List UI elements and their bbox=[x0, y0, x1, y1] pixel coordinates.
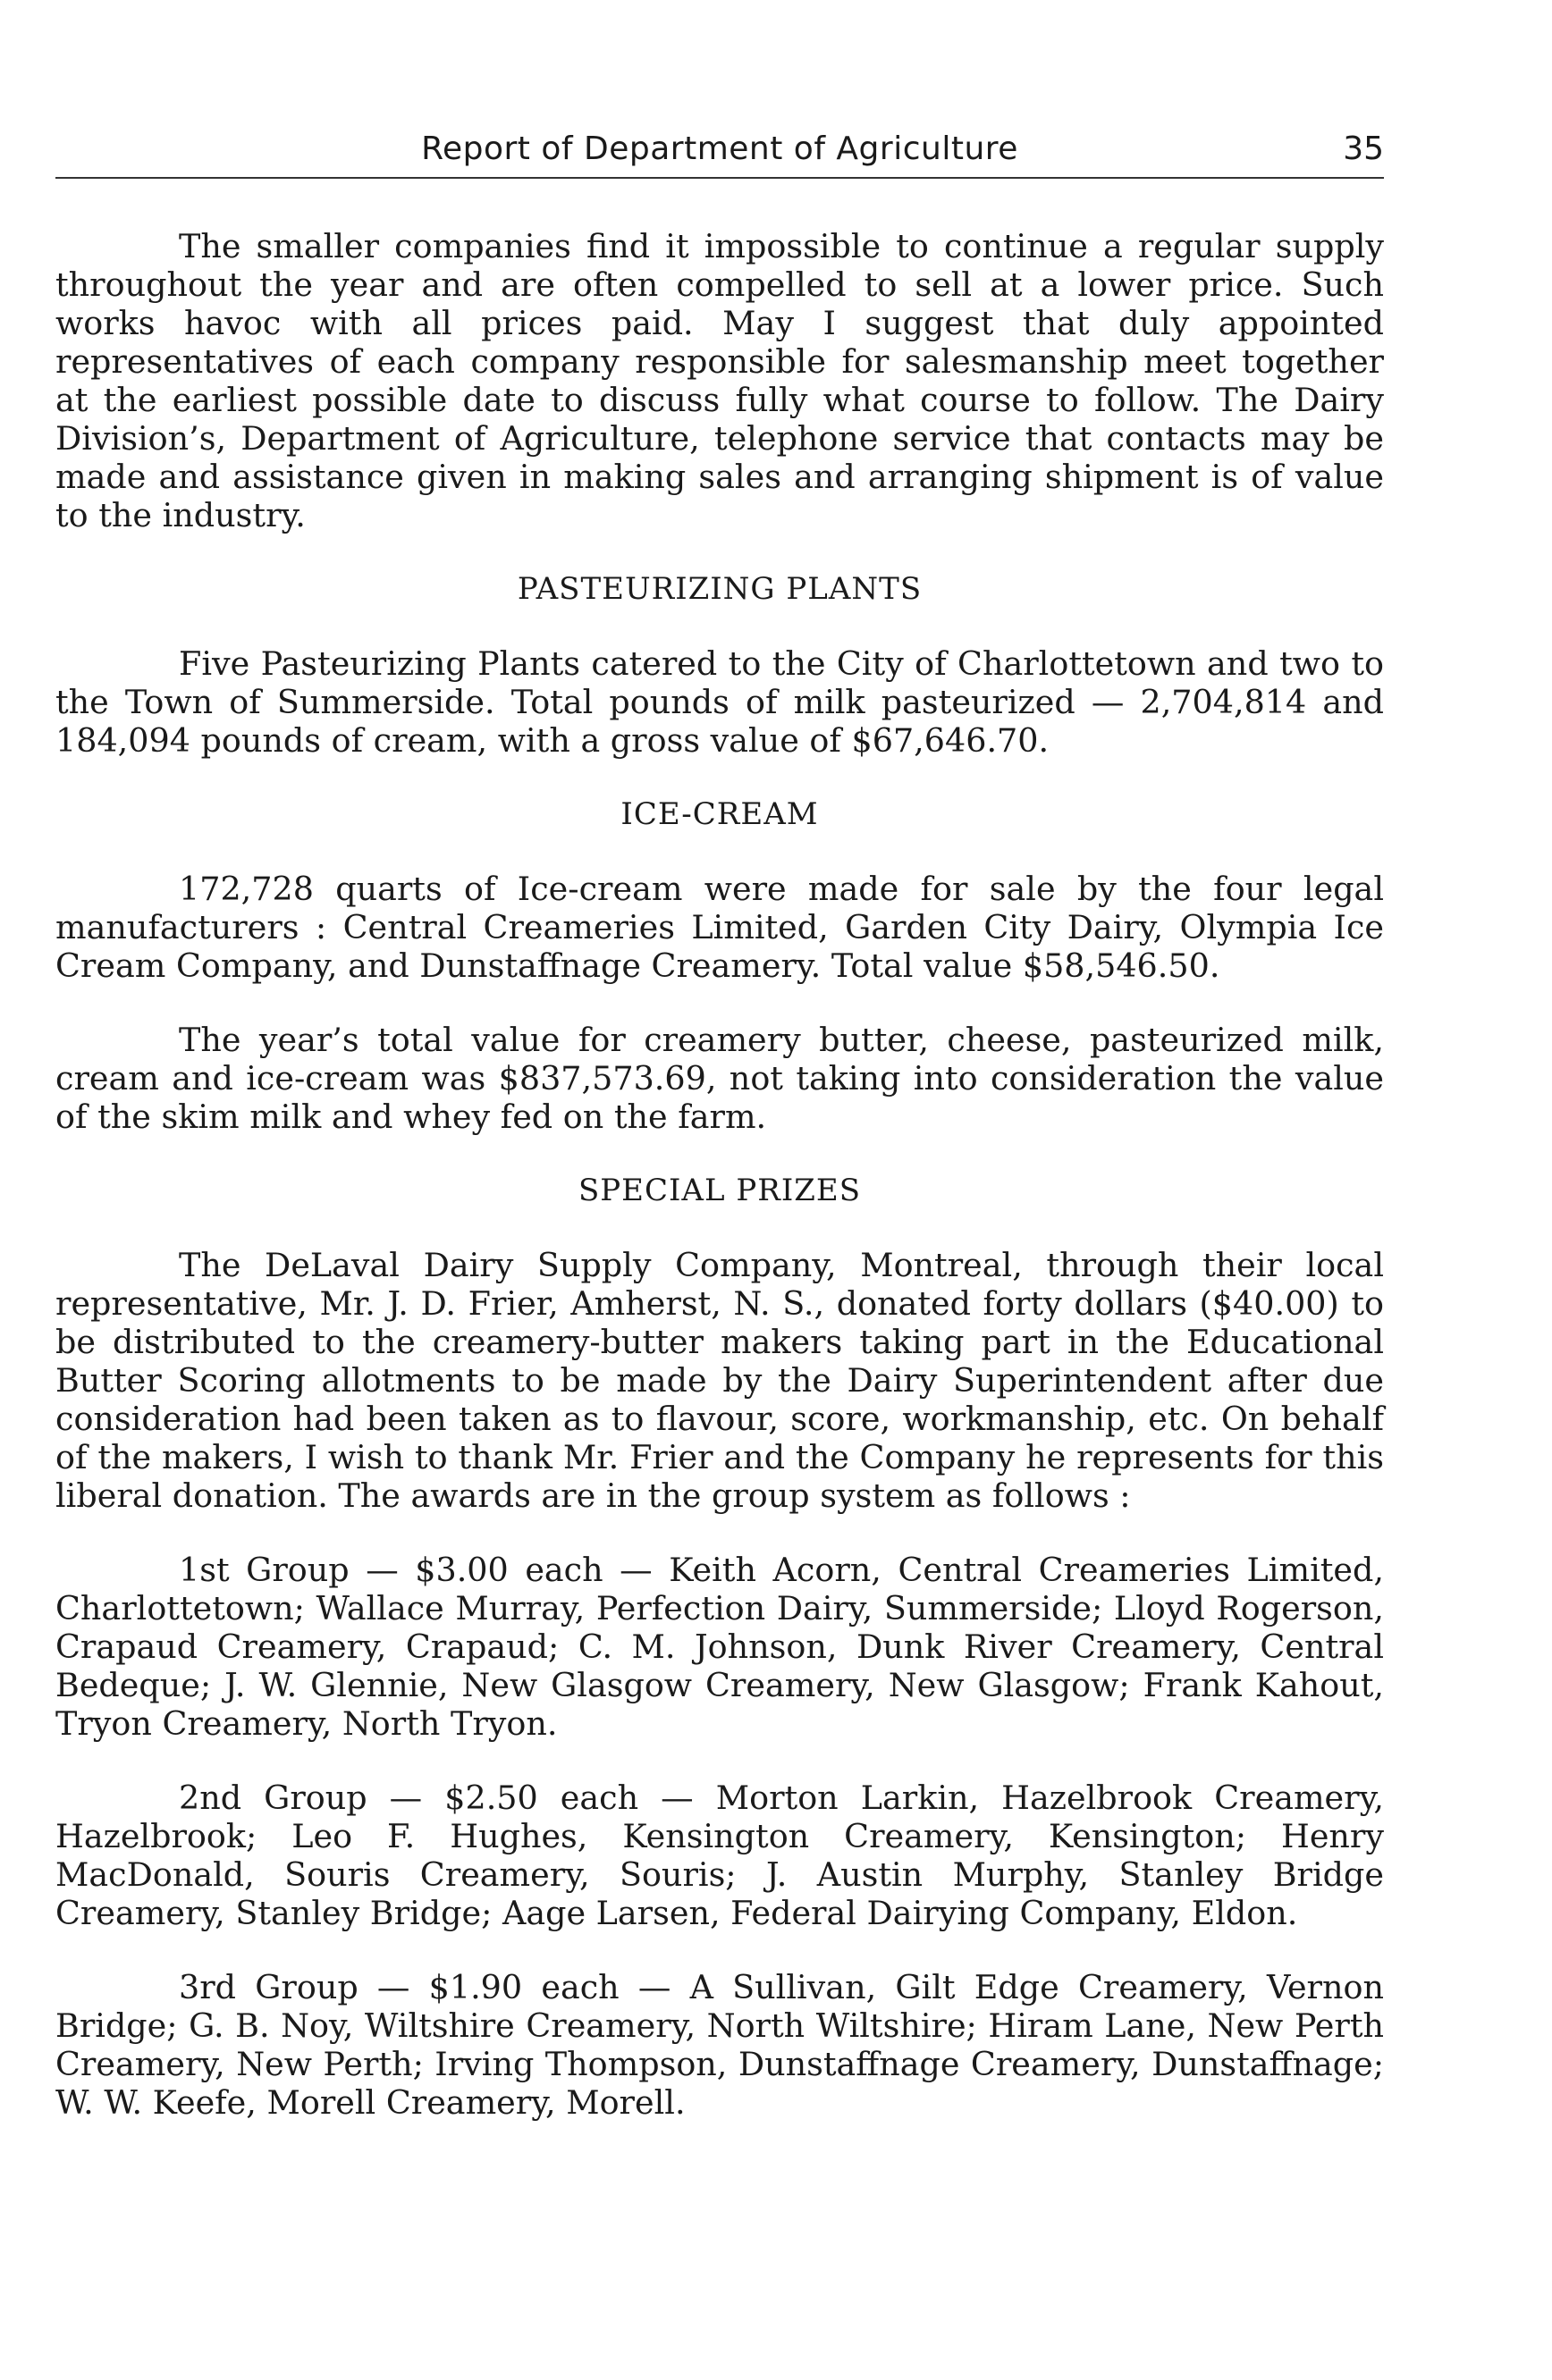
heading-pasteurizing-plants: PASTEURIZING PLANTS bbox=[517, 571, 923, 607]
running-header bbox=[55, 125, 1384, 179]
paragraph-group-3: 3rd Group — $1.90 each — A Sullivan, Gilt Edge Creamery, Vernon Bridge; G. B. Noy, Wiltshire Creamery, North Wiltshire; Hiram Lane, New Perth Creamery, New Perth; Irving Thompson, Dunstaffnage Creamery, Dunstaffnage; W. W. Keefe, Morell Creamery, Morell. bbox=[55, 1968, 1384, 2122]
document-page bbox=[55, 125, 1384, 2157]
paragraph-group-1: 1st Group — $3.00 each — Keith Acorn, Central Creameries Limited, Charlottetown; Wallace Murray, Perfection Dairy, Summerside; Lloyd Rogerson, Crapaud Creamery, Crapaud; C. M. Johnson, Dunk River Creamery, Central Bedeque; J. W. Glennie, New Glasgow Creamery, New Glasgow; Frank Kahout, Tryon Creamery, North Tryon. bbox=[55, 1551, 1384, 1743]
paragraph-sales: The smaller companies find it impossible to continue a regular supply throughout the year and are often compelled to sell at a lower price. Such works havoc with all prices paid. May I suggest that duly appointed representatives of each company responsible for salesmanship meet together at the earliest possible date to discuss fully what course to follow. The Dairy Division’s, Department of Agriculture, telephone service that contacts may be made and assistance given in making sales and arranging shipment is of value to the industry. bbox=[55, 227, 1384, 534]
heading-special-prizes: SPECIAL PRIZES bbox=[578, 1173, 861, 1208]
body-text bbox=[55, 227, 1384, 2122]
header-title: Report of Department of Agriculture bbox=[421, 130, 1018, 167]
paragraph-pasteurizing: Five Pasteurizing Plants catered to the City of Charlottetown and two to the Town of Summerside. Total pounds of milk pasteurized — 2,704,814 and 184,094 pounds of cream, with a gross value of $67,646.70. bbox=[55, 644, 1384, 760]
paragraph-total-value: The year’s total value for creamery butter, cheese, pasteurized milk, cream and ice-cream was $837,573.69, not taking into consideration the value of the skim milk and whey fed on the farm. bbox=[55, 1021, 1384, 1136]
heading-ice-cream: ICE-CREAM bbox=[620, 796, 819, 832]
page-number: 35 bbox=[1343, 130, 1384, 167]
paragraph-prizes-intro: The DeLaval Dairy Supply Company, Montreal, through their local representative, Mr. J. D. Frier, Amherst, N. S., donated forty dollars ($40.00) to be distributed to the creamery-butter makers taking part in the Educational Butter Scoring allotments to be made by the Dairy Superintendent after due consideration had been taken as to flavour, score, workmanship, etc. On behalf of the makers, I wish to thank Mr. Frier and the Company he represents for this liberal donation. The awards are in the group system as follows : bbox=[55, 1246, 1384, 1515]
paragraph-group-2: 2nd Group — $2.50 each — Morton Larkin, Hazelbrook Creamery, Hazelbrook; Leo F. Hughes, Kensington Creamery, Kensington; Henry MacDonald, Souris Creamery, Souris; J. Austin Murphy, Stanley Bridge Creamery, Stanley Bridge; Aage Larsen, Federal Dairying Company, Eldon. bbox=[55, 1779, 1384, 1932]
paragraph-ice-cream: 172,728 quarts of Ice-cream were made for sale by the four legal manufacturers : Central Creameries Limited, Garden City Dairy, Olympia Ice Cream Company, and Dunstaffnage Creamery. Total value $58,546.50. bbox=[55, 870, 1384, 985]
